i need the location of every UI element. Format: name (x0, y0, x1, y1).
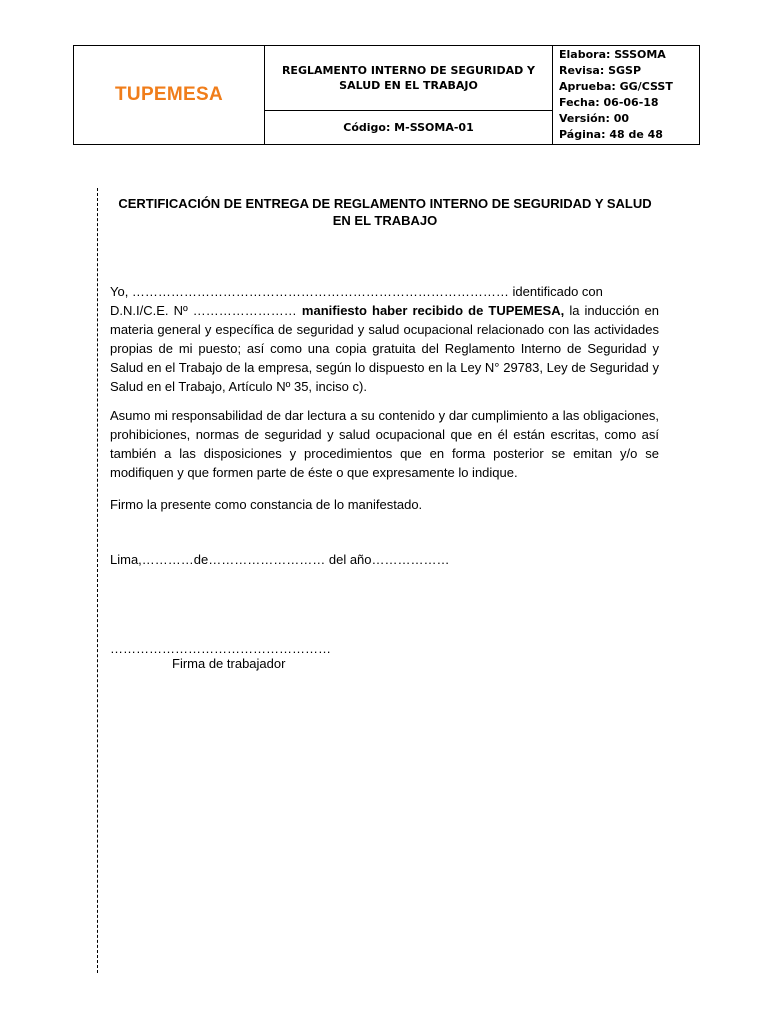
declaration-rest: la inducción en materia general y específica de seguridad y salud ocupacional relacionado con las actividades propias de mi puesto; así como una copia gratuita del Reglamento Interno de Seguridad y Salud en el Trabajo de la empresa, según lo dispuesto en la Ley N° 29783, Ley de Seguridad y Salud en el Trabajo, Artículo Nº 35, inciso c). (110, 303, 659, 394)
document-code: Código: M-SSOMA-01 (265, 110, 553, 144)
signature-label: Firma de trabajador (172, 656, 286, 671)
logo-cell (74, 46, 265, 145)
meta-pagina: Página: 48 de 48 (559, 128, 663, 141)
header-title: REGLAMENTO INTERNO DE SEGURIDAD Y SALUD EN EL TRABAJO (265, 46, 553, 111)
declaration-line-1: Yo, …………………………………………………………………………… identificado con (110, 284, 603, 299)
meta-version: Versión: 00 (559, 112, 630, 125)
meta-revisa: Revisa: SGSP (559, 64, 642, 77)
dni-field: D.N.I/C.E. Nº …………………… (110, 303, 297, 318)
header-meta (553, 46, 700, 145)
meta-fecha: Fecha: 06-06-18 (559, 96, 659, 109)
signature-line: …………………………………………… (110, 641, 331, 656)
document-title: CERTIFICACIÓN DE ENTREGA DE REGLAMENTO INTERNO DE SEGURIDAD Y SALUD EN EL TRABAJO (118, 196, 652, 228)
received-statement: manifiesto haber recibido de TUPEMESA, (301, 303, 565, 318)
company-logo: TUPEMESA (115, 84, 223, 105)
dashed-margin-line (97, 188, 98, 973)
date-line: Lima,…………de……………………… del año……………… (110, 552, 450, 567)
meta-elabora: Elabora: SSSOMA (559, 48, 666, 61)
paragraph-declaration (110, 282, 659, 396)
paragraph-responsibility: Asumo mi responsabilidad de dar lectura a su contenido y dar cumplimiento a las obligaciones, prohibiciones, normas de seguridad y salud ocupacional que en él están escritas, como así también a las disposiciones y procedimientos que en forma posterior se emitan y/o se modifiquen y que formen parte de éste o que expresamente lo indique. (110, 408, 659, 480)
document-header (73, 45, 700, 145)
meta-aprueba: Aprueba: GG/CSST (559, 80, 673, 93)
paragraph-signature-statement: Firmo la presente como constancia de lo manifestado. (110, 497, 423, 512)
